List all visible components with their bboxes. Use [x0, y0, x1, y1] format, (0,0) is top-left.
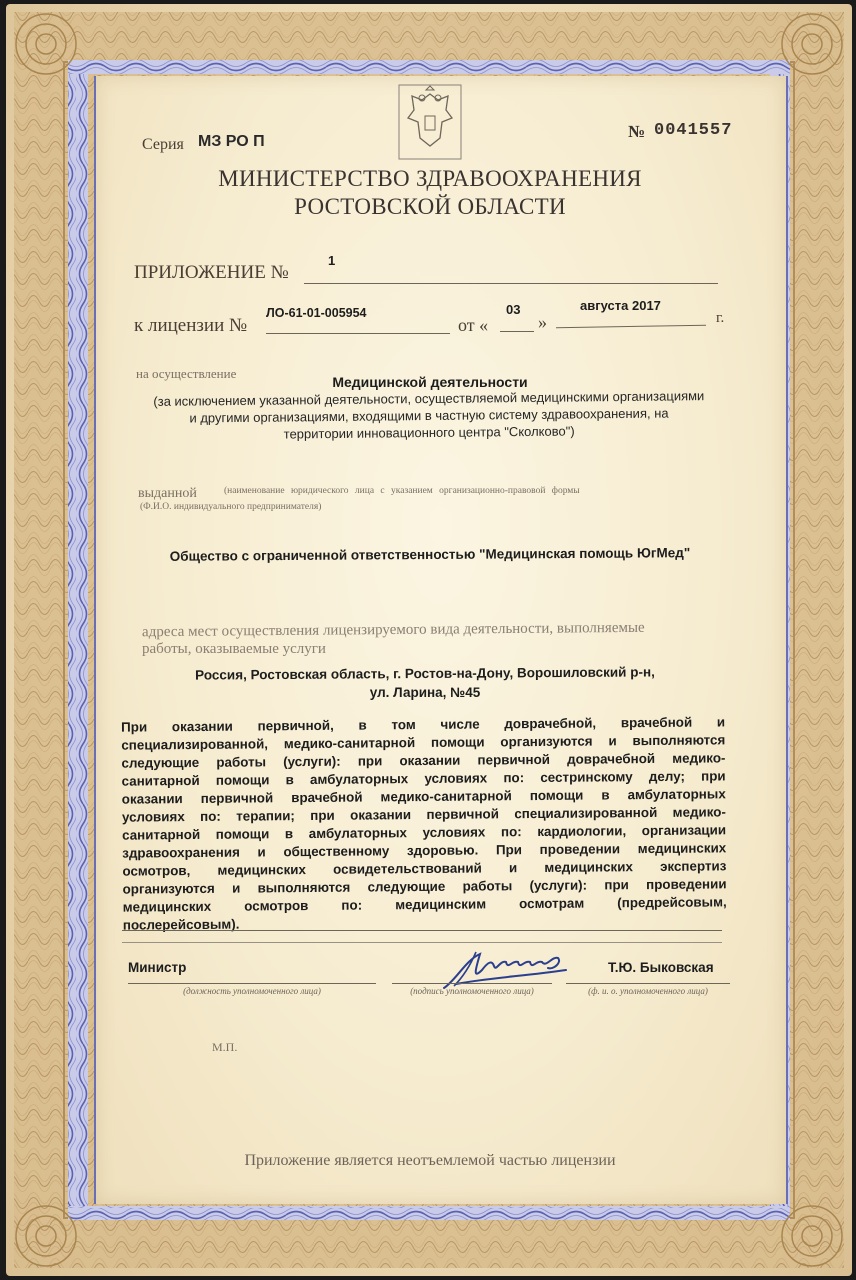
- license-number: ЛО-61-01-005954: [266, 306, 367, 320]
- issued-label: выданной: [138, 486, 197, 501]
- services-line: санитарной помощи в амбулаторных условиях по: кардиологии, организации: [122, 822, 727, 843]
- address-line-1: Россия, Ростовская область, г. Ростов-на-Дону, Ворошиловский р-н,: [195, 664, 655, 683]
- address-line-2: ул. Ларина, №45: [369, 685, 481, 700]
- activity-title: Медицинской деятельности: [332, 374, 528, 390]
- signatory-name: Т.Ю. Быковская: [608, 960, 714, 975]
- services-line: При оказании первичной, в том числе доврачебной, врачебной и: [121, 714, 726, 735]
- activity-note-line: территории инновационного центра "Сколково"): [283, 423, 575, 442]
- license-month-year: августа 2017: [580, 298, 661, 313]
- license-quote-close: »: [538, 312, 547, 332]
- license-form-number: 0041557: [654, 121, 733, 140]
- series-value: МЗ РО П: [198, 133, 265, 150]
- ministry-title-line2: РОСТОВСКОЙ ОБЛАСТИ: [294, 194, 566, 219]
- services-line: специализированной, медико-санитарной помощи организуются и выполняются: [121, 732, 726, 753]
- coat-of-arms-icon: [398, 84, 462, 160]
- activity-note-line: и другими организациями, входящими в частную систему здравоохранения, на: [189, 405, 669, 426]
- services-end-line-2: [122, 942, 722, 943]
- appendix-label: ПРИЛОЖЕНИЕ №: [134, 262, 289, 283]
- license-day-line: [500, 331, 534, 332]
- position-line: [128, 983, 376, 984]
- appendix-number: 1: [328, 253, 336, 268]
- services-end-line: [122, 930, 722, 931]
- signatory-position: Министр: [128, 960, 187, 975]
- appendix-line: [304, 283, 718, 284]
- series-label: Серия: [142, 136, 184, 153]
- address-label-2: работы, оказываемые услуги: [142, 641, 326, 657]
- position-caption: (должность уполномоченного лица): [183, 986, 321, 996]
- services-line: санитарной помощи в амбулаторных условиях по: сестринскому делу; при: [121, 768, 726, 789]
- license-year-suffix: г.: [716, 310, 725, 326]
- license-label: к лицензии №: [134, 315, 248, 336]
- stamp-place: М.П.: [212, 1040, 238, 1054]
- services-line: осмотров, медицинских освидетельствований и медицинских экспертиз: [122, 858, 727, 879]
- footer-note: Приложение является неотъемлемой частью лицензии: [244, 1152, 616, 1169]
- license-date-from: от «: [458, 315, 489, 335]
- services-line: медицинских осмотров по: медицинским осмотрам (предрейсовым,: [122, 894, 727, 915]
- services-line: следующие работы (услуги): при оказании первичной доврачебной медико-: [121, 750, 726, 771]
- issued-caption-2: (Ф.И.О. индивидуального предпринимателя): [140, 502, 322, 512]
- services-line: здравоохранения и общественному здоровью. При проведении медицинских: [122, 840, 727, 861]
- organization-name: Общество с ограниченной ответственностью "Медицинская помощь ЮгМед": [169, 545, 691, 564]
- name-caption: (ф. и. о. уполномоченного лица): [588, 986, 708, 996]
- address-label-1: адреса мест осуществления лицензируемого вида деятельности, выполняемые: [141, 619, 645, 641]
- ministry-title-line1: МИНИСТЕРСТВО ЗДРАВООХРАНЕНИЯ: [218, 166, 642, 191]
- license-number-line: [266, 333, 450, 334]
- signature-caption: (подпись уполномоченного лица): [410, 986, 534, 996]
- services-line: послерейсовым).: [122, 916, 240, 933]
- activity-label: на осуществление: [136, 366, 237, 381]
- signature-line: [392, 983, 552, 984]
- license-day: 03: [506, 302, 521, 317]
- services-line: организуются и выполняются следующие работы (услуги): при проведении: [122, 876, 727, 897]
- services-line: условиях по: терапии; при оказании первичной специализированной медико-: [121, 804, 726, 825]
- activity-note: [104, 387, 754, 445]
- number-label: №: [628, 122, 646, 141]
- activity-note-line: (за исключением указанной деятельности, осуществляемой медицинскими организациями: [153, 388, 705, 409]
- services-line: оказании первичной врачебной медико-санитарной помощи в амбулаторных: [121, 786, 726, 807]
- issued-caption-1: (наименование юридического лица с указанием организационно-правовой формы: [224, 486, 580, 496]
- name-line: [566, 983, 730, 984]
- services-text: [121, 713, 727, 934]
